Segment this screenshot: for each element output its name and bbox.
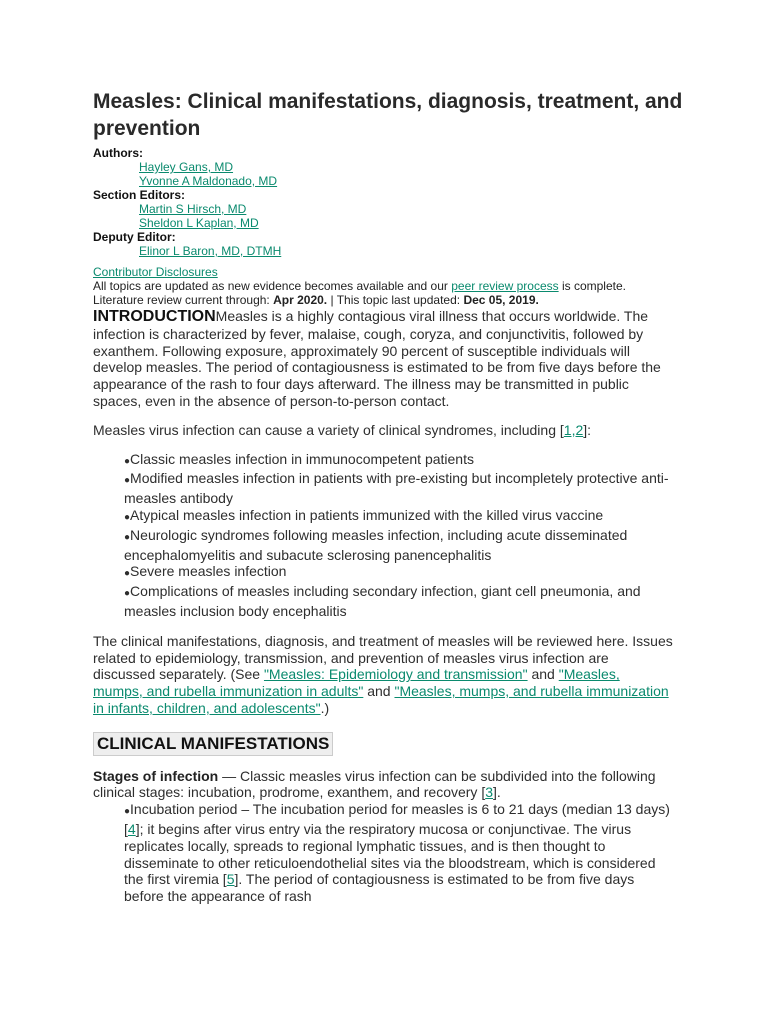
stages-label: Stages of infection	[93, 767, 219, 784]
bullet-icon: ●	[124, 455, 131, 467]
author-link[interactable]: Yvonne A Maldonado, MD	[139, 174, 278, 188]
bullet-icon: ●	[124, 475, 131, 487]
bullet-icon: ●	[124, 806, 131, 818]
section-editors-label: Section Editors:	[93, 188, 186, 202]
list-item: ●Neurologic syndromes following measles infection, including acute disseminated encephalomyelitis and subacute sclerosing panencephalitis	[124, 526, 628, 563]
reference-link[interactable]: 5	[226, 871, 235, 888]
list-item: ●Atypical measles infection in patients immunized with the killed virus vaccine	[124, 506, 604, 523]
intro-heading: INTRODUCTION	[93, 308, 216, 325]
author-block	[93, 146, 693, 258]
intro-paragraph: INTRODUCTIONMeasles is a highly contagious viral illness that occurs worldwide. The infection is characterized by fever, malaise, cough, coryza, and conjunctivitis, followed by exanthem. Following exposure, approximately 90 percent of susceptible individuals will develop measles. The period of contagiousness is estimated to be from five days before the appearance of the rash to four days afterward. The illness may be transmitted in public spaces, even in the absence of person-to-person contact.	[93, 308, 661, 409]
list-item: ●Severe measles infection	[124, 563, 287, 580]
page-title: Measles: Clinical manifestations, diagnosis, treatment, and prevention	[93, 90, 683, 140]
review-dates: Literature review current through: Apr 2020. | This topic last updated: Dec 05, 2019.	[93, 293, 539, 307]
stages-paragraph: Stages of infection — Classic measles virus infection can be subdivided into the following clinical stages: incubation, prodrome, exanthem, and recovery [3].	[93, 767, 656, 801]
mmr-adults-link[interactable]: "Measles, mumps, and rubella immunization in adults"	[93, 666, 620, 700]
authors-label: Authors:	[93, 146, 143, 160]
list-item: ●Modified measles infection in patients with pre-existing but incompletely protective anti-measles antibody	[124, 470, 669, 507]
reference-link[interactable]: 1,2	[563, 421, 584, 438]
syndromes-list	[93, 451, 673, 620]
article-body	[93, 308, 673, 905]
bullet-icon: ●	[124, 531, 131, 543]
disclosure-block	[93, 265, 713, 307]
incubation-list-item: ●Incubation period – The incubation period for measles is 6 to 21 days (median 13 days) [4]; it begins after virus entry via the respiratory mucosa or conjunctivae. The virus replicates locally, spreads to regional lymphatic tissues, and is then thought to disseminate to other reticuloendothelial sites via the bloodstream, which is considered the first viremia [5]. The period of contagiousness is estimated to be from five days before the appearance of rash	[124, 801, 670, 905]
update-notice: All topics are updated as new evidence becomes available and our peer review process is complete.	[93, 279, 626, 293]
epidemiology-link[interactable]: "Measles: Epidemiology and transmission"	[263, 666, 528, 683]
syndromes-paragraph: Measles virus infection can cause a variety of clinical syndromes, including [1,2]:	[93, 421, 592, 438]
last-updated-date: Dec 05, 2019.	[463, 293, 539, 307]
deputy-editor-label: Deputy Editor:	[93, 230, 176, 244]
deputy-editor-link[interactable]: Elinor L Baron, MD, DTMH	[139, 244, 282, 258]
contributor-disclosures-link[interactable]: Contributor Disclosures	[93, 265, 218, 279]
section-editor-link[interactable]: Martin S Hirsch, MD	[139, 202, 247, 216]
mmr-children-link[interactable]: "Measles, mumps, and rubella immunization in infants, children, and adolescents"	[93, 683, 669, 716]
reference-link[interactable]: 4	[127, 820, 136, 837]
reference-link[interactable]: 3	[485, 784, 494, 801]
bullet-icon: ●	[124, 568, 131, 580]
peer-review-link[interactable]: peer review process	[451, 279, 559, 293]
lit-review-date: Apr 2020.	[273, 293, 328, 307]
section-editor-link[interactable]: Sheldon L Kaplan, MD	[139, 216, 259, 230]
bullet-icon: ●	[124, 511, 131, 523]
author-link[interactable]: Hayley Gans, MD	[139, 160, 234, 174]
list-item: ●Complications of measles including secondary infection, giant cell pneumonia, and measles inclusion body encephalitis	[124, 583, 641, 619]
review-paragraph: The clinical manifestations, diagnosis, and treatment of measles will be reviewed here. Issues related to epidemiology, transmission, and prevention of measles virus infection are discussed separately. (See "Measles: Epidemiology and transmission" and "Measles, mumps, and rubella immunization in adults" and "Measles, mumps, and rubella immunization in infants, children, and adolescents".)	[93, 632, 673, 716]
bullet-icon: ●	[124, 588, 131, 600]
clinical-manifestations-heading: CLINICAL MANIFESTATIONS	[93, 732, 333, 756]
list-item: ●Classic measles infection in immunocompetent patients	[124, 450, 474, 467]
